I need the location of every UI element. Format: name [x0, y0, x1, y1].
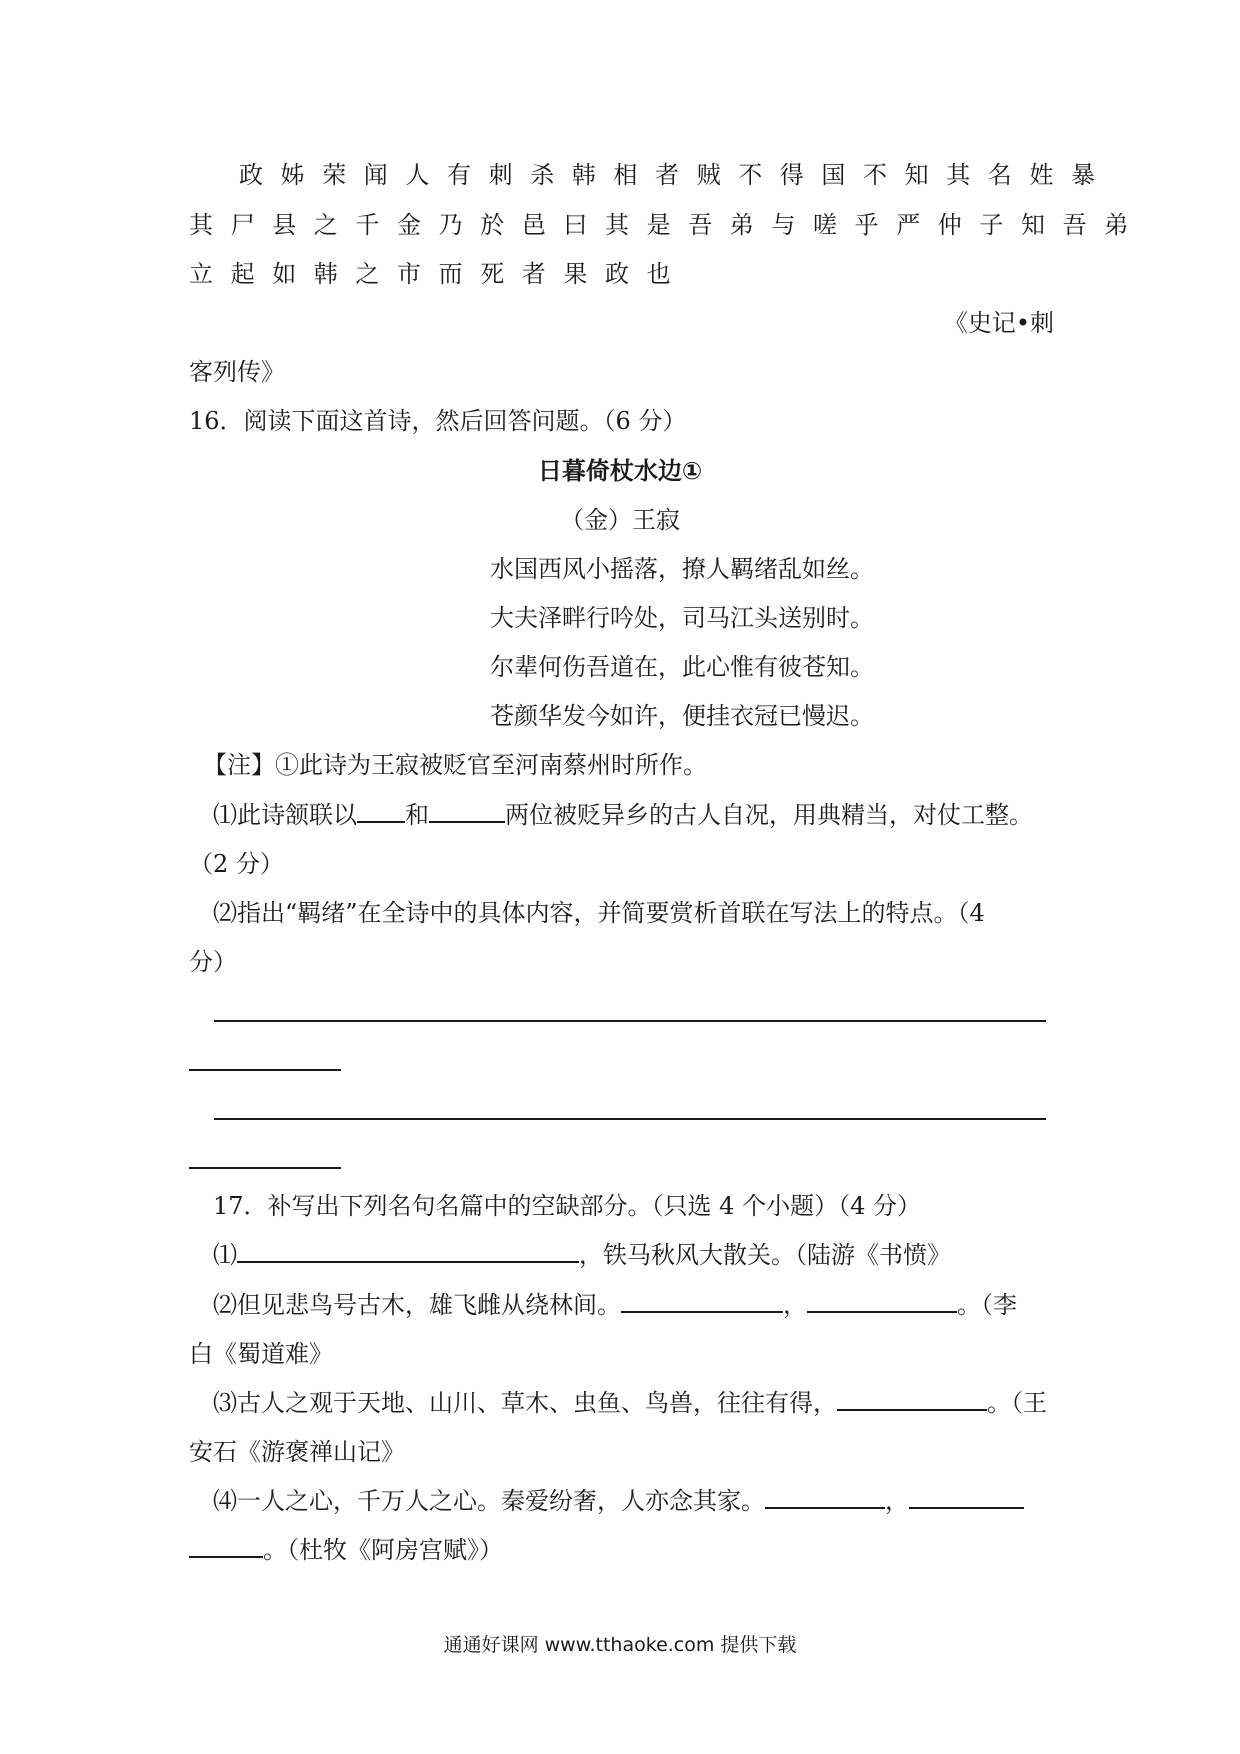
- answer-line[interactable]: [189, 1167, 341, 1169]
- answer-blank[interactable]: [909, 1487, 1024, 1509]
- poem-verse: 大夫泽畔行吟处，司马江头送别时。: [490, 604, 874, 632]
- q17-item-3-cont: 安石《游褒禅山记》: [189, 1438, 405, 1466]
- poem-verse: 水国西风小摇落，撩人羁绪乱如丝。: [490, 555, 874, 583]
- poem-verse: 苍颜华发今如许，便挂衣冠已慢迟。: [490, 702, 874, 730]
- q16-sub1-text-b: 和: [405, 801, 429, 829]
- passage-line-3: 立起如韩之市而死者果政也: [189, 260, 689, 288]
- q16-sub1-text-c: 两位被贬异乡的古人自况，用典精当，对仗工整。: [505, 801, 1033, 829]
- poem-author: （金）王寂: [560, 506, 680, 534]
- q17-item-2-text-c: 。（李: [957, 1291, 1017, 1319]
- q16-prompt: 16．阅读下面这首诗，然后回答问题。（6 分）: [189, 407, 687, 435]
- q17-item-2-text-b: ，: [783, 1291, 807, 1319]
- poem-note: 【注】①此诗为王寂被贬官至河南蔡州时所作。: [203, 751, 707, 779]
- answer-blank[interactable]: [429, 801, 505, 823]
- q17-item-3: [213, 1388, 1047, 1418]
- answer-blank[interactable]: [765, 1487, 885, 1509]
- passage-line-2: 其尸县之千金乃於邑曰其是吾弟与嗟乎严仲子知吾弟: [189, 211, 1146, 239]
- q17-item-1-num: ⑴: [213, 1241, 237, 1269]
- q17-item-4-cont: [189, 1535, 503, 1565]
- q17-item-4-text-a: ⑷一人之心，千万人之心。秦爱纷奢，人亦念其家。: [213, 1487, 765, 1515]
- q16-sub1-score: （2 分）: [189, 850, 284, 878]
- answer-blank[interactable]: [837, 1389, 987, 1411]
- q16-sub2-score: 分）: [189, 948, 237, 976]
- q17-item-4-text-c: 。（杜牧《阿房宫赋》）: [263, 1536, 503, 1564]
- q16-sub1: [213, 800, 1033, 830]
- q17-prompt: 17．补写出下列名句名篇中的空缺部分。（只选 4 个小题）（4 分）: [213, 1192, 921, 1220]
- passage-source-b: 客列传》: [189, 358, 285, 386]
- page-footer: 通通好课网 www.tthaoke.com 提供下载: [443, 1634, 797, 1656]
- answer-blank[interactable]: [621, 1291, 783, 1313]
- answer-line[interactable]: [214, 1118, 1046, 1120]
- passage-source-a: 《史记•刺: [943, 309, 1054, 337]
- q17-item-3-text-a: ⑶古人之观于天地、山川、草木、虫鱼、鸟兽，往往有得，: [213, 1389, 837, 1417]
- q17-item-4: [213, 1486, 1024, 1516]
- answer-line[interactable]: [214, 1020, 1046, 1022]
- q17-item-3-text-b: 。（王: [987, 1389, 1047, 1417]
- answer-blank[interactable]: [357, 801, 405, 823]
- answer-line[interactable]: [189, 1069, 341, 1071]
- answer-blank[interactable]: [237, 1241, 579, 1263]
- answer-blank[interactable]: [807, 1291, 957, 1313]
- q17-item-1: [213, 1240, 951, 1270]
- q16-sub2: ⑵指出“羁绪”在全诗中的具体内容，并简要赏析首联在写法上的特点。（4: [213, 899, 985, 927]
- q17-item-2-text-a: ⑵但见悲鸟号古木，雄飞雌从绕林间。: [213, 1291, 621, 1319]
- q17-item-4-text-b: ，: [885, 1487, 909, 1515]
- q16-sub1-text-a: ⑴此诗颔联以: [213, 801, 357, 829]
- passage-line-1: 政姊荣闻人有刺杀韩相者贼不得国不知其名姓暴: [239, 161, 1113, 189]
- answer-blank[interactable]: [189, 1536, 263, 1558]
- poem-title: 日暮倚杖水边①: [537, 457, 703, 485]
- q17-item-2: [213, 1290, 1017, 1320]
- q17-item-1-text: ，铁马秋风大散关。（陆游《书愤》: [579, 1241, 951, 1269]
- poem-verse: 尔辈何伤吾道在，此心惟有彼苍知。: [490, 653, 874, 681]
- q17-item-2-cont: 白《蜀道难》: [189, 1340, 333, 1368]
